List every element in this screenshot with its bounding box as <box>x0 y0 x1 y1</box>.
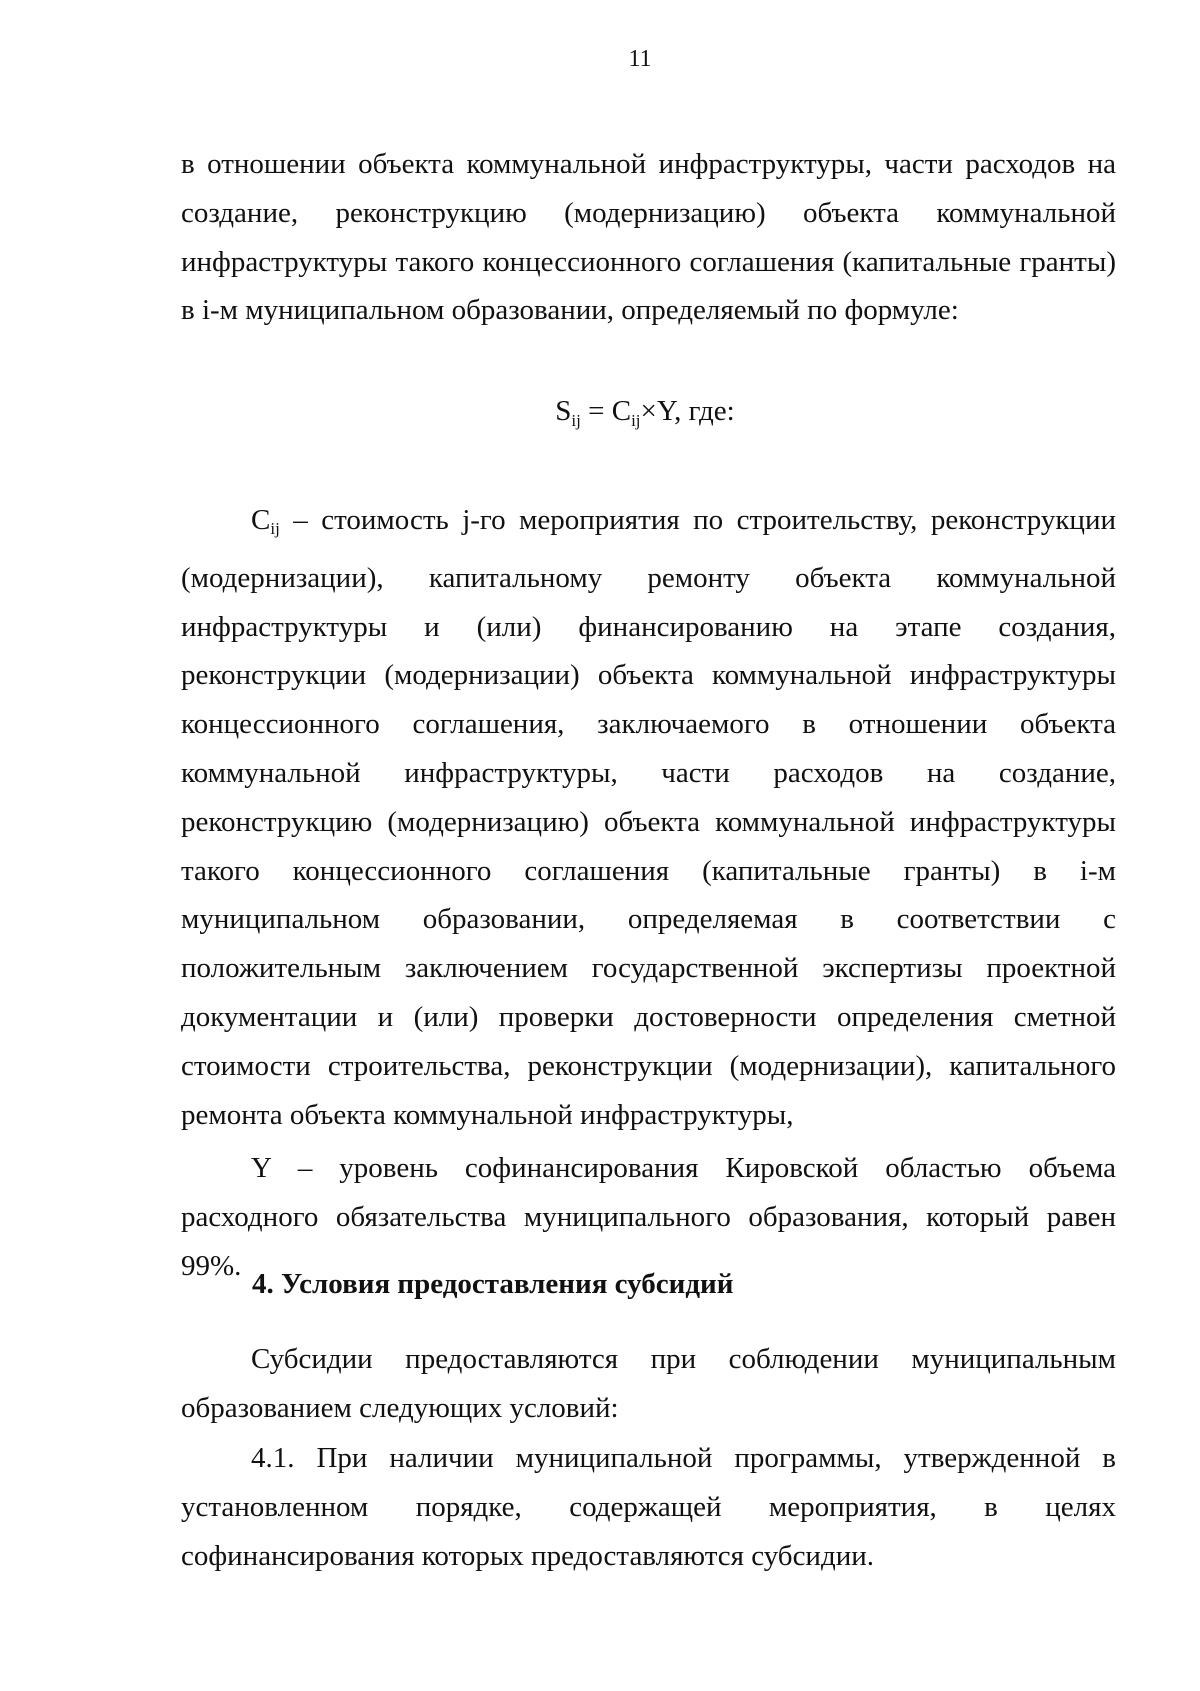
definition-c <box>181 496 1116 1139</box>
definition-c-subscript: ij <box>270 519 280 538</box>
formula <box>0 395 1200 431</box>
paragraph-intro-text: в отношении объекта коммунальной инфраструктуры, части расходов на создание, реконструкцию (модернизацию) объекта коммунальной инфраструктуры такого концессионного соглашения (капитальные гранты) в i-м муниципальном образовании, определяемый по формуле: <box>181 148 1116 327</box>
definition-c-body: – стоимость j-го мероприятия по строительству, реконструкции (модернизации), капитальному ремонту объекта коммунальной инфраструктуры и (или) финансированию на этапе создания, реконструкции (модернизации) объекта коммунальной инфраструктуры концессионного соглашения, заключаемого в отношении объекта коммунальной инфраструктуры, части расходов на создание, реконструкцию (модернизацию) объекта коммунальной инфраструктуры такого концессионного соглашения (капитальные гранты) в i-м муниципальном образовании, определяемая в соответствии с положительным заключением государственной экспертизы проектной документации и (или) проверки достоверности определения сметной стоимости строительства, реконструкции (модернизации), капитального ремонта объекта коммунальной инфраструктуры, <box>181 504 1116 1131</box>
definition-c-symbol: C <box>251 504 271 536</box>
formula-lhs: S <box>555 395 572 427</box>
paragraph-4-1-text: 4.1. При наличии муниципальной программы, утвержденной в установленном порядке, содержащей мероприятия, в целях софинансирования которых предоставляются субсидии. <box>181 1442 1116 1572</box>
definition-y-text: Y – уровень софинансирования Кировской областью объема расходного обязательства муниципального образования, который равен 99%. <box>181 1152 1116 1282</box>
definition-c-text <box>181 496 1116 1139</box>
formula-equals: = C <box>580 395 632 427</box>
formula-rhs-subscript: ij <box>631 411 641 430</box>
formula-rest: ×Y, где: <box>640 395 735 427</box>
paragraph-4-1 <box>181 1434 1116 1580</box>
formula-lhs-subscript: ij <box>571 411 581 430</box>
paragraph-conditions <box>181 1335 1116 1433</box>
paragraph-conditions-text: Субсидии предоставляются при соблюдении муниципальным образованием следующих условий: <box>181 1343 1116 1424</box>
paragraph-intro <box>181 140 1116 335</box>
section-heading: 4. Условия предоставления субсидий <box>252 1268 734 1300</box>
page-number: 11 <box>628 46 652 72</box>
